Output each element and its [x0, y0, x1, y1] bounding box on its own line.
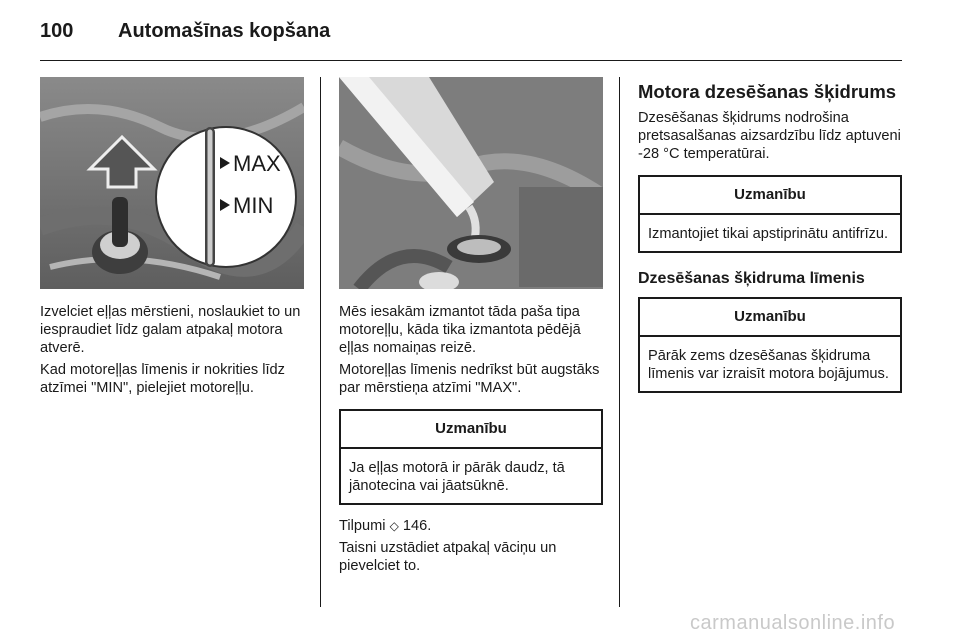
paragraph: Izvelciet eļļas mērstieni, noslaukiet to un iespraudiet līdz galam atpakaļ motora atverē.	[40, 304, 301, 356]
caution-box	[339, 409, 603, 505]
column-2	[339, 77, 603, 579]
column-3	[638, 77, 902, 393]
reference-arrow-icon: ◇	[389, 519, 399, 533]
min-label: MIN	[233, 193, 274, 218]
subsection-heading: Dzesēšanas šķidruma līmenis	[638, 270, 865, 287]
caution-title: Uzmanību	[640, 299, 900, 337]
section-heading: Motora dzesēšanas šķidrums	[638, 81, 897, 102]
page-title: Automašīnas kopšana	[118, 20, 331, 42]
caution-box	[638, 297, 902, 393]
column-divider-1	[320, 77, 321, 607]
caution-title: Uzmanību	[640, 177, 900, 215]
caution-text: Izmantojiet tikai apstiprinātu antifrīzu.	[648, 226, 889, 242]
column-1	[40, 77, 304, 401]
reference-line	[339, 517, 603, 535]
paragraph: Mēs iesakām izmantot tāda paša tipa motoreļļu, kāda tika izmantota pēdējā eļļas nomaiņas reizē.	[339, 304, 581, 356]
max-label: MAX	[233, 151, 281, 176]
column-divider-2	[619, 77, 620, 607]
page-number: 100	[40, 20, 74, 42]
caution-text: Ja eļļas motorā ir pārāk daudz, tā jānotecina vai jāatsūknē.	[349, 460, 565, 494]
caution-text: Pārāk zems dzesēšanas šķidruma līmenis var izraisīt motora bojājumus.	[648, 348, 889, 382]
reference-page: 146.	[402, 518, 432, 534]
caution-title: Uzmanību	[341, 411, 601, 449]
paragraph: Motoreļļas līmenis nedrīkst būt augstāks par mērstieņa atzīmi "MAX".	[339, 362, 600, 396]
paragraph: Kad motoreļļas līmenis ir nokrities līdz atzīmei "MIN", pielejiet motoreļļu.	[40, 362, 285, 396]
oil-filling-photo	[339, 77, 603, 289]
header-divider	[40, 60, 902, 61]
reference-text: Tilpumi	[339, 518, 386, 534]
paragraph: Dzesēšanas šķidrums nodrošina pretsasalšanas aizsardzību līdz aptuveni -28 °C temperatūrai.	[638, 110, 901, 162]
magnified-dipstick	[156, 127, 296, 267]
dipstick-photo	[40, 77, 304, 289]
caution-box	[638, 175, 902, 253]
watermark: carmanualsonline.info	[690, 612, 896, 634]
paragraph: Taisni uzstādiet atpakaļ vāciņu un pievelciet to.	[339, 540, 557, 574]
